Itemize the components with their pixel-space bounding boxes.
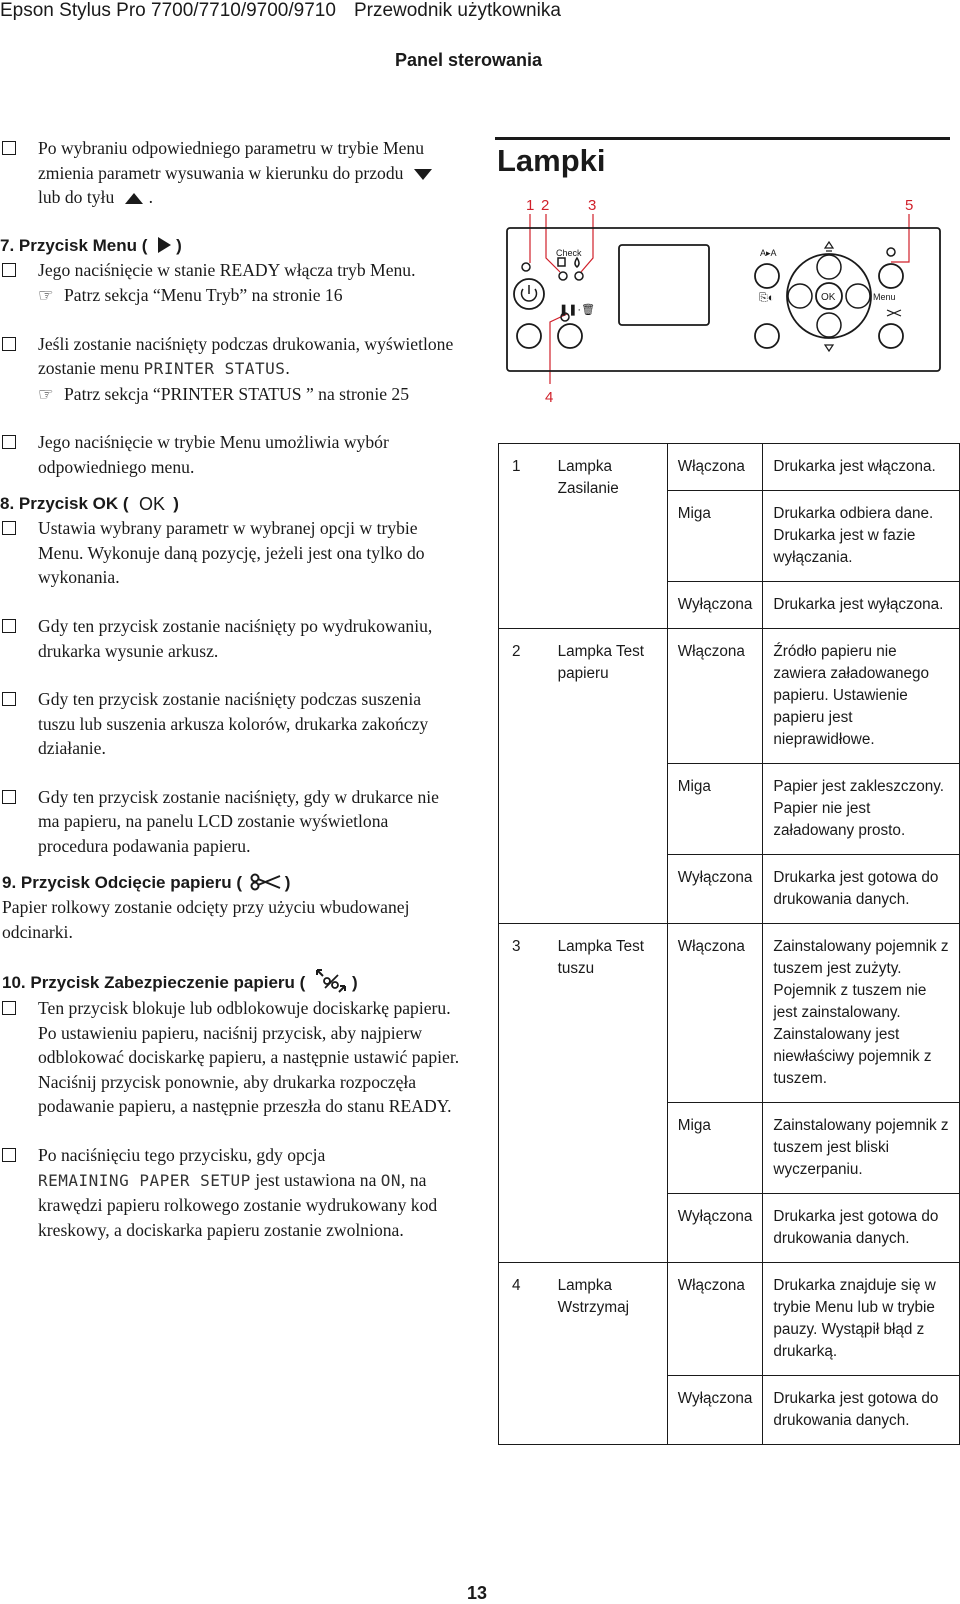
bullet-checkbox-icon (2, 1001, 16, 1015)
document-header (0, 0, 561, 22)
table-row (499, 1263, 960, 1376)
bullet-item: Gdy ten przycisk zostanie naciśnięty podczas suszenia tuszu lub suszenia arkusza kolorów, drukarka zakończy działanie. (0, 687, 460, 761)
lamp-state-description: Drukarka jest gotowa do drukowania danych. (763, 855, 960, 924)
lamp-state: Miga (667, 491, 763, 582)
bullet-checkbox-icon (2, 263, 16, 277)
lamp-name: Lampka Test papieru (548, 629, 668, 924)
paper-check-icon (558, 258, 565, 266)
aa-label: A▸A (760, 248, 777, 258)
bullet-checkbox-icon (2, 619, 16, 633)
reference-hand-icon: ☞ (38, 383, 54, 404)
lamp-state: Miga (667, 764, 763, 855)
ok-icon (137, 494, 169, 512)
bullet-text: lub do tyłu (38, 187, 115, 208)
bullet-checkbox-icon (2, 1148, 16, 1162)
bullet-checkbox-icon (2, 790, 16, 804)
svg-text:OK: OK (139, 493, 166, 512)
paper-cut-button[interactable] (879, 324, 903, 348)
power-icon (522, 285, 537, 301)
heading-paper-lock-button: 10. Przycisk Zabezpieczenie papieru ( ) (2, 968, 460, 996)
lamp-state-description: Drukarka odbiera dane. Drukarka jest w fazie wyłączania. (763, 491, 960, 582)
lcd-left-button[interactable] (517, 324, 541, 348)
lamp-state: Wyłączona (667, 855, 763, 924)
bullet-item: Po naciśnięciu tego przycisku, gdy opcja REMAINING PAPER SETUP jest ustawiona na ON, na krawędzi papieru rolkowego zostanie wydrukowany kod kreskowy, a dociskarka papieru zostanie zwolniona. (0, 1143, 460, 1242)
control-panel-diagram (499, 196, 944, 416)
bullet-item: Jeśli zostanie naciśnięty podczas drukowania, wyświetlone zostanie menu PRINTER STATUS. ☞ Patrz sekcja “PRINTER STATUS ” na stronie 25 (0, 332, 460, 407)
bullet-item: Ustawia wybrany parametr w wybranej opcji w trybie Menu. Wykonuje daną pozycję, jeżeli jest ona tylko do wykonania. (0, 516, 460, 590)
check-label: Check (556, 248, 582, 258)
table-row (499, 924, 960, 1103)
paper-eject-icon (825, 242, 833, 251)
paper-lock-icon (313, 968, 349, 994)
lamp-ink-check (575, 272, 583, 280)
callout-1: 1 (526, 197, 535, 214)
lamp-state: Wyłączona (667, 1376, 763, 1445)
lamp-state: Włączona (667, 444, 763, 491)
down-button[interactable] (817, 313, 841, 337)
bullet-item: Jego naciśnięcie w trybie Menu umożliwia wybór odpowiedniego menu. (0, 430, 460, 479)
menu-button[interactable] (846, 284, 870, 308)
menu-label: Menu (873, 292, 896, 302)
arrow-down-icon (412, 167, 434, 181)
lamp-number: 1 (499, 444, 548, 629)
reference-hand-icon: ☞ (38, 284, 54, 305)
bullet-item: Gdy ten przycisk zostanie naciśnięty, gdy w drukarce nie ma papieru, na panelu LCD zostanie wyświetlona procedura podawania papieru. (0, 785, 460, 859)
reference-link[interactable]: Patrz sekcja “PRINTER STATUS ” na stronie 25 (64, 383, 410, 404)
left-column (0, 136, 460, 1266)
lamp-name: Lampka Zasilanie (548, 444, 668, 629)
table-row (499, 629, 960, 764)
lamp-paper-lock (887, 248, 895, 256)
callout-2: 2 (541, 197, 550, 214)
lamp-paper-check (559, 272, 567, 280)
paper-source-button[interactable] (755, 264, 779, 288)
maintenance-button[interactable] (755, 324, 779, 348)
lamp-state-description: Drukarka jest gotowa do drukowania danych. (763, 1194, 960, 1263)
heading-paper-cut-button: 9. Przycisk Odcięcie papieru ( ) (2, 872, 291, 892)
bullet-text: Po wybraniu odpowiedniego parametru w trybie Menu zmienia parametr wysuwania w kierunku do przodu (38, 138, 424, 183)
callout-5: 5 (905, 197, 914, 214)
lamp-state: Wyłączona (667, 582, 763, 629)
lamp-number: 4 (499, 1263, 548, 1445)
bullet-item: Po wybraniu odpowiedniego parametru w trybie Menu zmienia parametr wysuwania w kierunku do przodu lub do tyłu . (0, 136, 460, 210)
lamp-state-description: Zainstalowany pojemnik z tuszem jest bliski wyczerpaniu. (763, 1103, 960, 1194)
pause-button[interactable] (558, 324, 582, 348)
lamp-number: 2 (499, 629, 548, 924)
pause-cancel-icon: ❚❚·🗑 (559, 304, 596, 316)
product-name: Epson Stylus Pro 7700/7710/9700/9710 (0, 0, 336, 21)
heading-menu-button: 7. Przycisk Menu ( ) (0, 235, 182, 255)
bullet-checkbox-icon (2, 521, 16, 535)
guide-name: Przewodnik użytkownika (353, 0, 561, 21)
ok-label: OK (821, 292, 836, 303)
bullet-item: Ten przycisk blokuje lub odblokowuje dociskarkę papieru. Po ustawieniu papieru, naciśnij przycisk, aby najpierw odblokować dociskarkę papieru, a następnie ustawić papier. Naciśnij przycisk ponownie, aby drukarka rozpoczęła podawanie papieru, a następnie przeszła do stanu READY. (0, 996, 460, 1119)
callout-4: 4 (545, 389, 554, 406)
scissors-icon (250, 872, 282, 892)
lamp-name: Lampka Wstrzymaj (548, 1263, 668, 1445)
bullet-item: Jego naciśnięcie w stanie READY włącza tryb Menu. ☞ Patrz sekcja “Menu Tryb” na stronie 16 (0, 258, 460, 307)
lamp-state: Włączona (667, 629, 763, 764)
table-row (499, 444, 960, 491)
section-rule (495, 137, 950, 140)
lamp-state-description: Źródło papieru nie zawiera załadowanego papieru. Ustawienie papieru jest nieprawidłowe. (763, 629, 960, 764)
page-number: 13 (467, 1583, 488, 1603)
lamp-state-description: Papier jest zakleszczony. Papier nie jest załadowany prosto. (763, 764, 960, 855)
lcd-screen (619, 245, 709, 325)
scissors-small-icon (887, 310, 901, 316)
bullet-checkbox-icon (2, 435, 16, 449)
left-button[interactable] (788, 284, 812, 308)
lamp-state-description: Drukarka znajduje się w trybie Menu lub w trybie pauzy. Wystąpił błąd z drukarką. (763, 1263, 960, 1376)
callout-lines (530, 214, 909, 384)
paper-feed-icon: ⎘◐ (759, 292, 775, 304)
paper-feed-down-icon (825, 345, 833, 351)
lamp-state: Miga (667, 1103, 763, 1194)
bullet-checkbox-icon (2, 337, 16, 351)
lamp-state-description: Drukarka jest wyłączona. (763, 582, 960, 629)
bullet-checkbox-icon (2, 141, 16, 155)
lamp-state: Włączona (667, 924, 763, 1103)
lamp-number: 3 (499, 924, 548, 1263)
arrow-up-icon (123, 191, 145, 205)
lamp-state: Wyłączona (667, 1194, 763, 1263)
bullet-checkbox-icon (2, 692, 16, 706)
paragraph: Papier rolkowy zostanie odcięty przy użyciu wbudowanej odcinarki. (2, 897, 410, 942)
lamp-state-description: Drukarka jest włączona. (763, 444, 960, 491)
bullet-item: Gdy ten przycisk zostanie naciśnięty po wydrukowaniu, drukarka wysunie arkusz. (0, 614, 460, 663)
paper-lock-button[interactable] (879, 264, 903, 288)
reference-link[interactable]: Patrz sekcja “Menu Tryb” na stronie 16 (64, 284, 343, 305)
lamp-state-description: Zainstalowany pojemnik z tuszem jest zużyty. Pojemnik z tuszem nie jest zainstalowany. Zainstalowany jest niewłaściwy pojemnik z tuszem. (763, 924, 960, 1103)
section-title: Panel sterowania (395, 50, 543, 70)
lamp-state-description: Drukarka jest gotowa do drukowania danych. (763, 1376, 960, 1445)
lamp-name: Lampka Test tuszu (548, 924, 668, 1263)
up-button[interactable] (817, 255, 841, 279)
arrow-right-icon (156, 236, 172, 254)
lamp-state: Włączona (667, 1263, 763, 1376)
ink-check-icon (575, 258, 579, 267)
lamp-power (522, 263, 530, 271)
callout-3: 3 (588, 197, 597, 214)
heading-ok-button: 8. Przycisk OK ( OK ) (0, 493, 179, 513)
lamp-table (498, 443, 960, 1445)
section-heading-lampki: Lampki (497, 143, 606, 178)
